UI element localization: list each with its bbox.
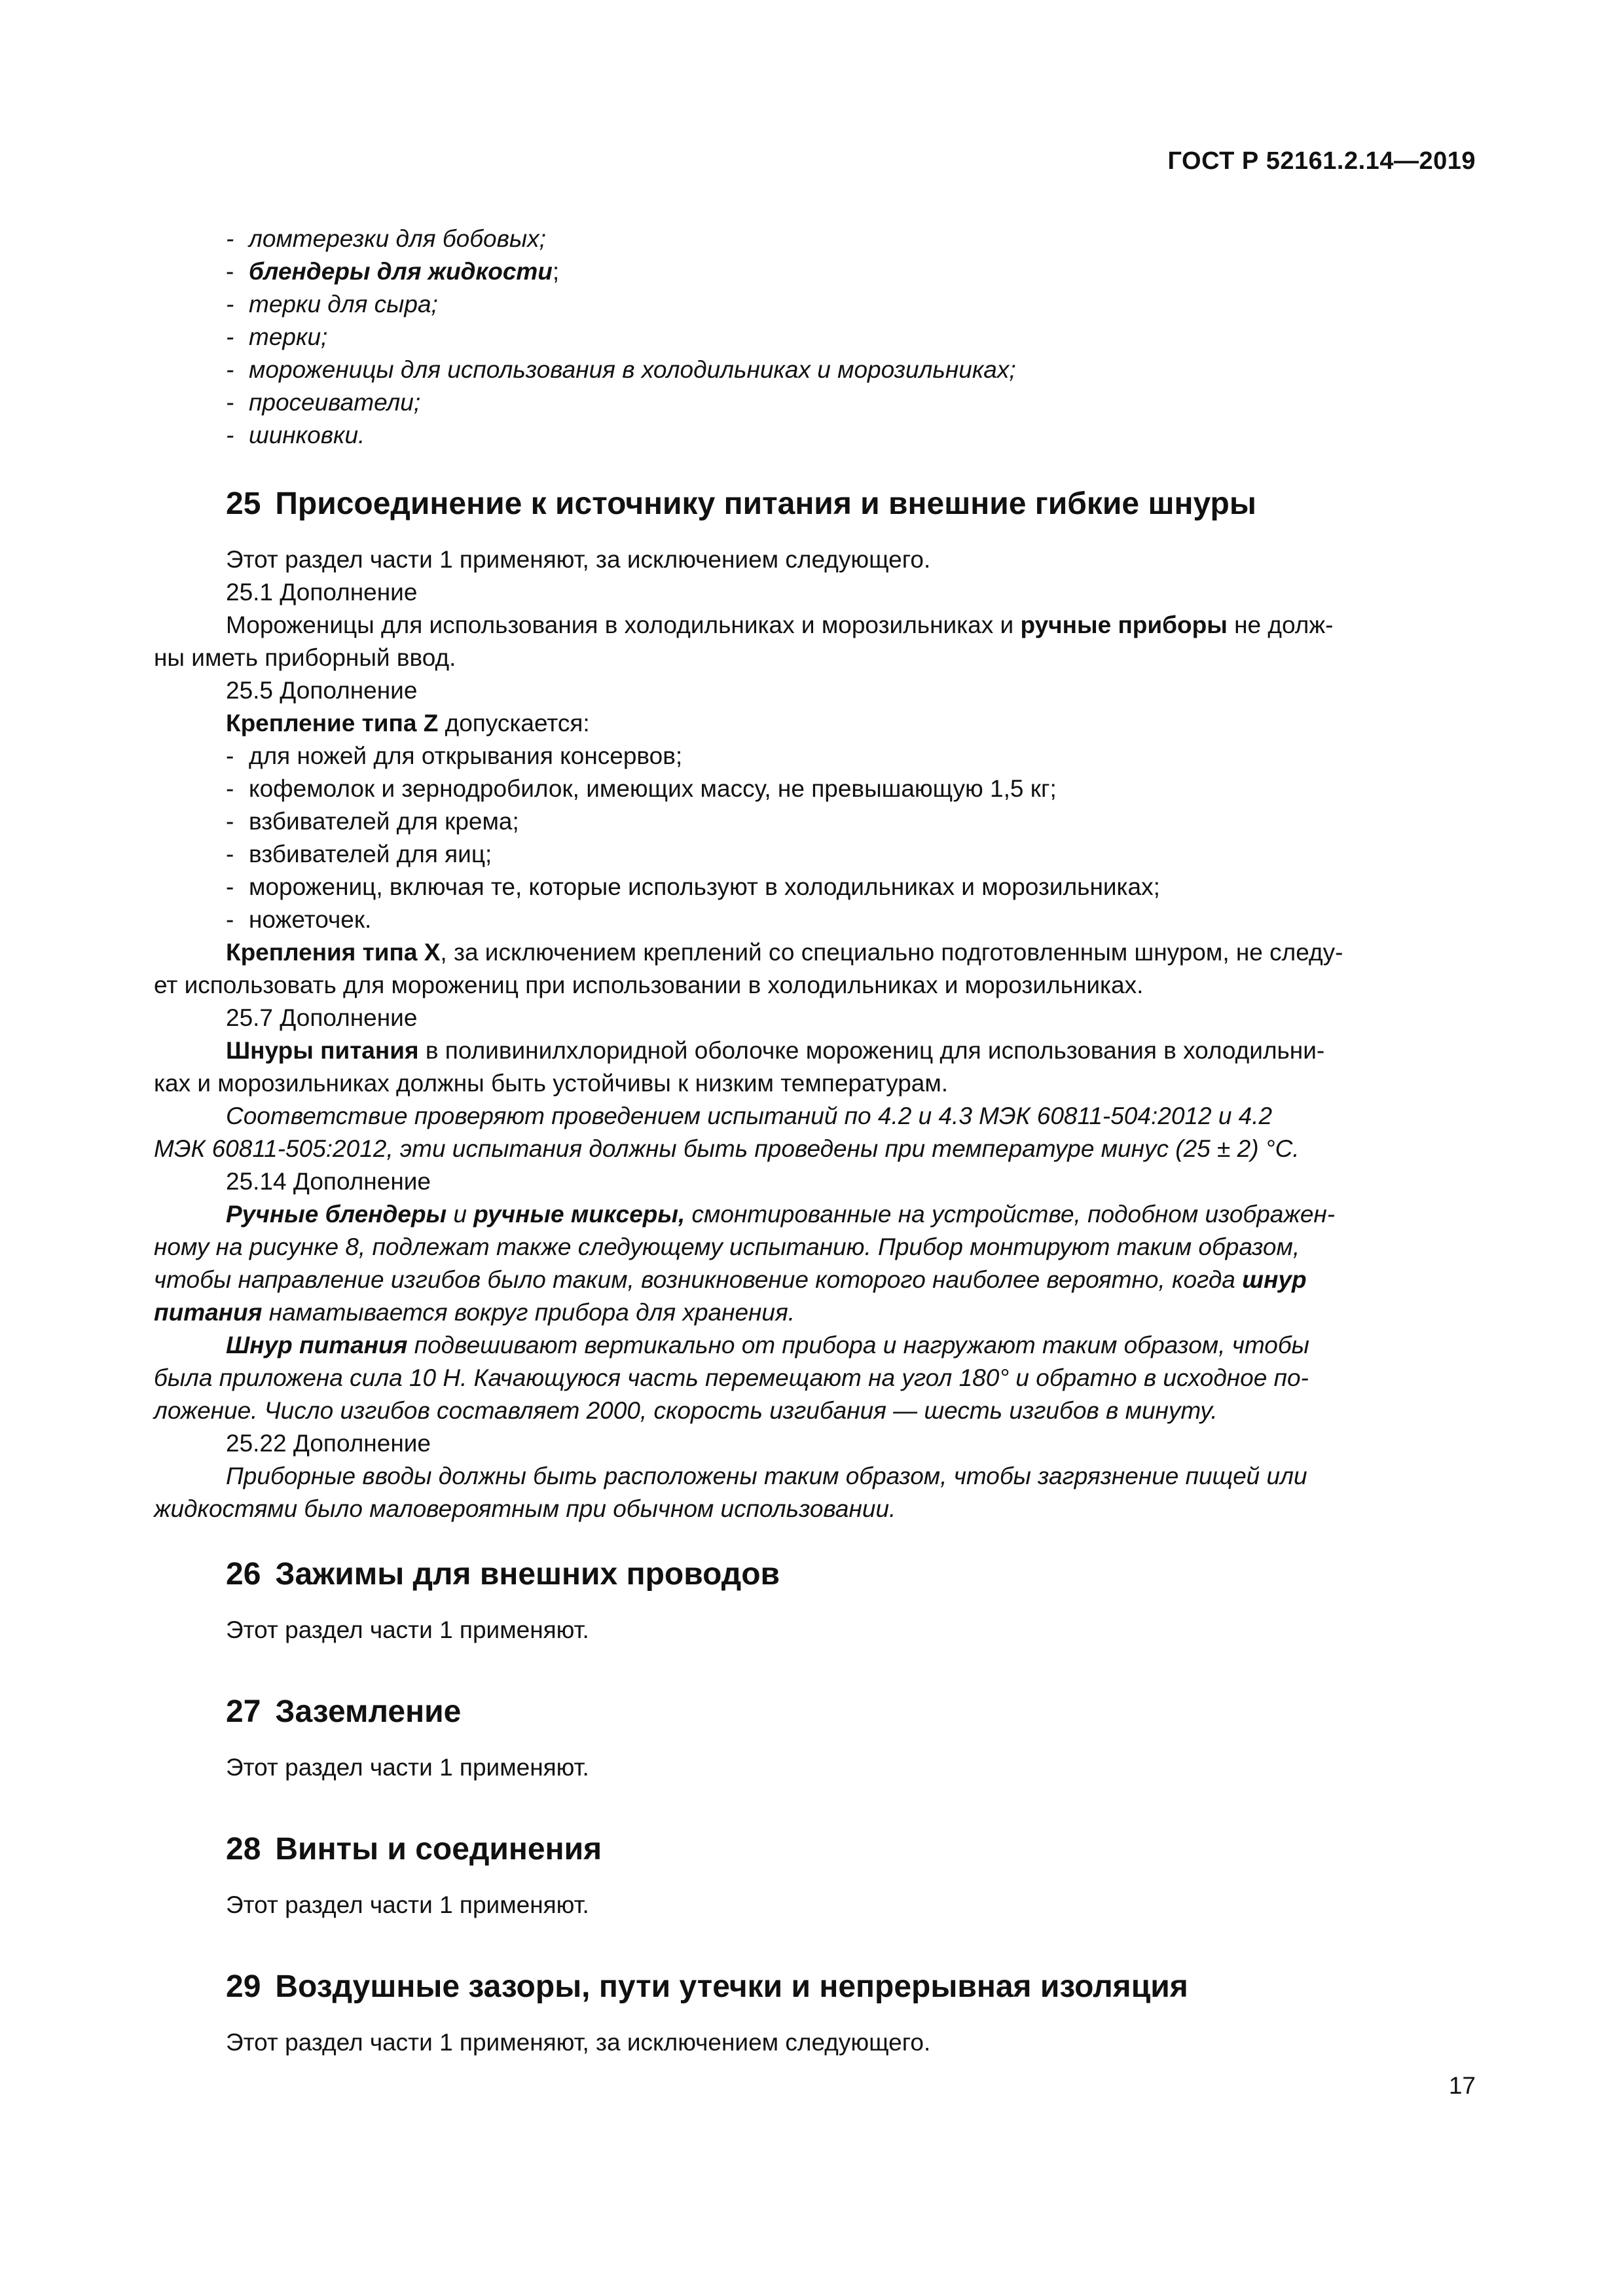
clause-label-25-22: 25.22 Дополнение bbox=[226, 1430, 431, 1457]
clause-25-7-compliance-line2: МЭК 60811-505:2012, эти испытания должны быть проведены при температуре минус (25 ± 2) °С. bbox=[154, 1135, 1300, 1162]
clause-label-25-14: 25.14 Дополнение bbox=[226, 1168, 431, 1195]
section-29-text: Этот раздел части 1 применяют, за исключением следующего. bbox=[226, 2029, 931, 2056]
section-intro: Этот раздел части 1 применяют, за исключением следующего. bbox=[226, 546, 931, 573]
list-item: - терки для сыра; bbox=[226, 291, 438, 318]
list-item: - шинковки. bbox=[226, 422, 365, 448]
list-item: - морожениц, включая те, которые используют в холодильниках и морозильниках; bbox=[226, 873, 1160, 900]
section-heading-29: 29 Воздушные зазоры, пути утечки и непрерывная изоляция bbox=[226, 1969, 1188, 2004]
list-item: - блендеры для жидкости; bbox=[226, 258, 560, 285]
list-item: - для ножей для открывания консервов; bbox=[226, 742, 683, 769]
clause-25-14-p1-line2: ному на рисунке 8, подлежат также следующему испытанию. Прибор монтируют таким образом, bbox=[154, 1233, 1300, 1260]
clause-25-14-p2-line3: ложение. Число изгибов составляет 2000, скорость изгибания — шесть изгибов в минуту. bbox=[154, 1397, 1218, 1424]
section-27-text: Этот раздел части 1 применяют. bbox=[226, 1754, 589, 1781]
section-heading-27: 27 Заземление bbox=[226, 1694, 462, 1729]
clause-25-14-p1-line1: Ручные блендеры и ручные миксеры, смонтированные на устройстве, подобном изображен- bbox=[226, 1201, 1336, 1228]
section-heading-25: 25 Присоединение к источнику питания и внешние гибкие шнуры bbox=[226, 486, 1256, 521]
clause-25-14-p2-line2: была приложена сила 10 Н. Качающуюся часть перемещают на угол 180° и обратно в исходное по- bbox=[154, 1364, 1309, 1391]
clause-25-1-line1: Мороженицы для использования в холодильниках и морозильниках и ручные приборы не долж- bbox=[226, 611, 1334, 638]
section-heading-26: 26 Зажимы для внешних проводов bbox=[226, 1557, 780, 1592]
list-item: - ломтерезки для бобовых; bbox=[226, 225, 546, 252]
list-item: - ножеточек. bbox=[226, 906, 372, 933]
page-number: 17 bbox=[1448, 2072, 1476, 2099]
clause-25-14-p1-line3: чтобы направление изгибов было таким, возникновение которого наиболее вероятно, когда шнур bbox=[154, 1266, 1307, 1293]
clause-label-25-7: 25.7 Дополнение bbox=[226, 1004, 418, 1031]
list-item: - мороженицы для использования в холодильниках и морозильниках; bbox=[226, 356, 1016, 383]
clause-25-22-line1: Приборные вводы должны быть расположены таким образом, чтобы загрязнение пищей или bbox=[226, 1463, 1307, 1489]
clause-25-7-compliance-line1: Соответствие проверяют проведением испытаний по 4.2 и 4.3 МЭК 60811-504:2012 и 4.2 bbox=[226, 1102, 1273, 1129]
section-heading-28: 28 Винты и соединения bbox=[226, 1832, 602, 1867]
appliance-list bbox=[154, 223, 1476, 452]
document-header: ГОСТ Р 52161.2.14—2019 bbox=[1167, 147, 1476, 175]
list-item: - просеиватели; bbox=[226, 389, 421, 416]
clause-label-25-1: 25.1 Дополнение bbox=[226, 579, 418, 606]
clause-25-5-x-line1: Крепления типа X, за исключением креплений со специально подготовленным шнуром, не следу- bbox=[226, 939, 1343, 966]
clause-25-1-line2: ны иметь приборный ввод. bbox=[154, 644, 456, 671]
clause-25-7-line2: ках и морозильниках должны быть устойчивы к низким температурам. bbox=[154, 1070, 949, 1097]
list-item: - терки; bbox=[226, 323, 328, 350]
section-26-text: Этот раздел части 1 применяют. bbox=[226, 1616, 589, 1643]
document-body bbox=[154, 223, 1476, 2059]
clause-label-25-5: 25.5 Дополнение bbox=[226, 677, 418, 704]
list-item: - взбивателей для яиц; bbox=[226, 841, 492, 867]
z-fixing-list bbox=[154, 740, 1476, 936]
list-item: - взбивателей для крема; bbox=[226, 808, 519, 835]
section-28-text: Этот раздел части 1 применяют. bbox=[226, 1891, 589, 1918]
clause-25-5-z: Крепление типа Z допускается: bbox=[226, 710, 590, 737]
clause-25-7-line1: Шнуры питания в поливинилхлоридной оболочке морожениц для использования в холодильни- bbox=[226, 1037, 1325, 1064]
clause-25-14-p1-line4: питания наматывается вокруг прибора для хранения. bbox=[154, 1299, 795, 1326]
clause-25-5-x-line2: ет использовать для морожениц при использовании в холодильниках и морозильниках. bbox=[154, 972, 1144, 998]
list-item: - кофемолок и зернодробилок, имеющих массу, не превышающую 1,5 кг; bbox=[226, 775, 1057, 802]
clause-25-22-line2: жидкостями было маловероятным при обычном использовании. bbox=[154, 1495, 896, 1522]
clause-25-14-p2-line1: Шнур питания подвешивают вертикально от прибора и нагружают таким образом, чтобы bbox=[226, 1332, 1309, 1358]
